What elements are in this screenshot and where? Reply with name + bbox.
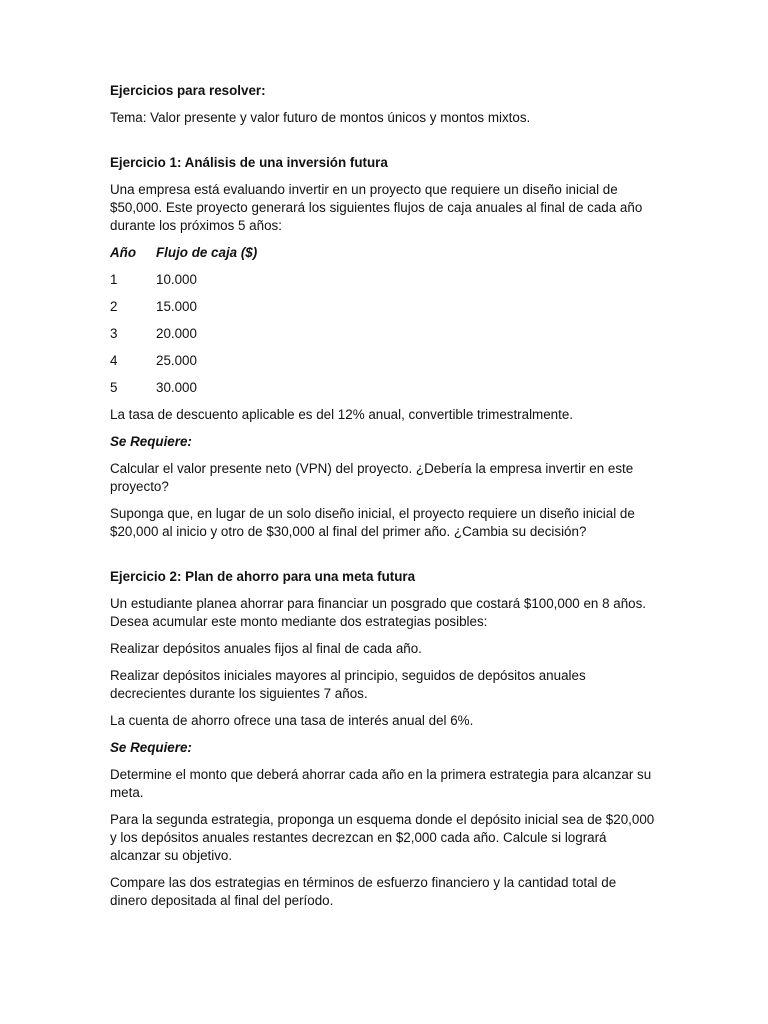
exercise1-required-label: Se Requiere: — [110, 434, 192, 449]
exercise2-title: Ejercicio 2: Plan de ahorro para una meta futura — [110, 569, 416, 584]
table-row — [110, 271, 655, 289]
exercise2-question-3: Compare las dos estrategias en términos de esfuerzo financiero y la cantidad total de dinero depositada al final del período. — [110, 875, 617, 908]
table-row — [110, 298, 655, 316]
table-cell-year: 4 — [110, 353, 118, 368]
table-cell-year: 2 — [110, 299, 118, 314]
exercise2-strategy-2: Realizar depósitos iniciales mayores al principio, seguidos de depósitos anuales decrecientes durante los siguientes 7 años. — [110, 668, 586, 701]
document-page — [110, 82, 655, 910]
exercise2-required-label: Se Requiere: — [110, 740, 192, 755]
exercise2-question-2: Para la segunda estrategia, proponga un esquema donde el depósito inicial sea de $20,000 y los depósitos anuales restantes decrezcan en $2,000 cada año. Calcule si logrará alcanzar su objetivo. — [110, 812, 655, 863]
cashflow-table-header — [110, 244, 655, 262]
exercise1-question-2: Suponga que, en lugar de un solo diseño inicial, el proyecto requiere un diseño inicial de $20,000 al inicio y otro de $30,000 al final del primer año. ¿Cambia su decisión? — [110, 506, 635, 539]
exercise1-rate-note: La tasa de descuento aplicable es del 12% anual, convertible trimestralmente. — [110, 407, 573, 422]
table-cell-cashflow: 25.000 — [156, 353, 197, 368]
table-cell-cashflow: 30.000 — [156, 380, 197, 395]
exercise2-intro: Un estudiante planea ahorrar para financiar un posgrado que costará $100,000 en 8 años. Desea acumular este monto mediante dos estrategias posibles: — [110, 596, 647, 629]
exercise2-strategy-1: Realizar depósitos anuales fijos al final de cada año. — [110, 641, 422, 656]
table-cell-year: 5 — [110, 380, 118, 395]
table-cell-cashflow: 10.000 — [156, 272, 197, 287]
exercise1-intro: Una empresa está evaluando invertir en un proyecto que requiere un diseño inicial de $50,000. Este proyecto generará los siguientes flujos de caja anuales al final de cada año durante los próximos 5 años: — [110, 182, 643, 233]
table-row — [110, 325, 655, 343]
table-header-cashflow: Flujo de caja ($) — [156, 245, 258, 260]
exercise1-question-1: Calcular el valor presente neto (VPN) del proyecto. ¿Debería la empresa invertir en este proyecto? — [110, 461, 634, 494]
topic-line: Tema: Valor presente y valor futuro de montos únicos y montos mixtos. — [110, 110, 531, 125]
exercise2-question-1: Determine el monto que deberá ahorrar cada año en la primera estrategia para alcanzar su meta. — [110, 767, 652, 800]
table-cell-year: 1 — [110, 272, 118, 287]
table-cell-year: 3 — [110, 326, 118, 341]
table-cell-cashflow: 20.000 — [156, 326, 197, 341]
table-row — [110, 379, 655, 397]
table-header-year: Año — [110, 245, 137, 260]
document-title: Ejercicios para resolver: — [110, 83, 266, 98]
table-row — [110, 352, 655, 370]
exercise2-rate-note: La cuenta de ahorro ofrece una tasa de interés anual del 6%. — [110, 713, 474, 728]
exercise1-title: Ejercicio 1: Análisis de una inversión futura — [110, 155, 388, 170]
table-cell-cashflow: 15.000 — [156, 299, 197, 314]
